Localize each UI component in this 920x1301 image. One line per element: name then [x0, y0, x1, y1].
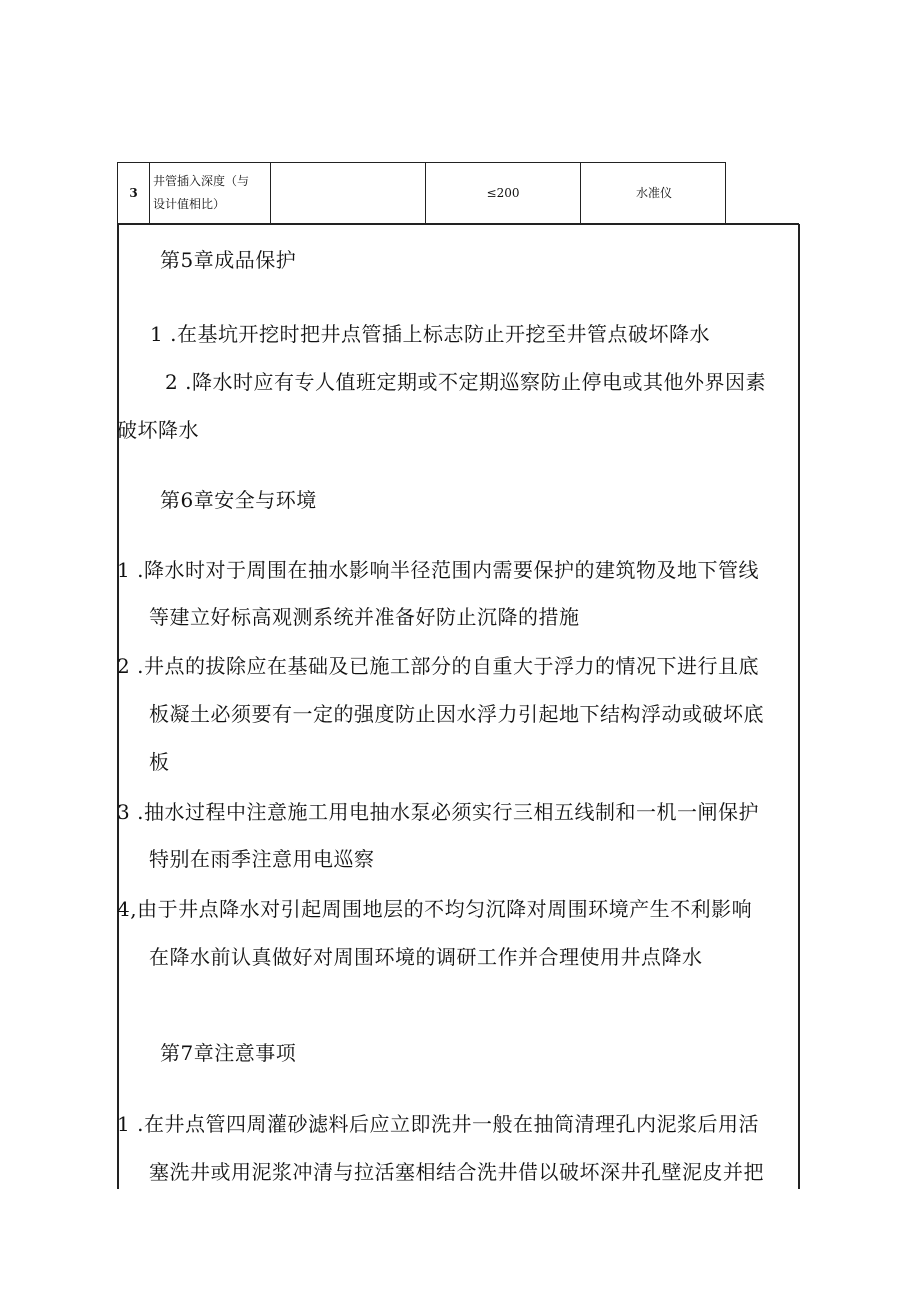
frame-right-line	[798, 224, 800, 1189]
item-name-line1: 井管插入深度（与	[153, 174, 250, 188]
tool-cell: 水准仪	[635, 185, 672, 200]
item-name-line2: 设计值相比）	[153, 197, 226, 211]
ch6-item-2-line1: 2 .井点的拔除应在基础及已施工部分的自重大于浮力的情况下进行且底	[117, 654, 759, 678]
blank-cell	[271, 163, 426, 223]
ch6-item-3-line1: 3 .抽水过程中注意施工用电抽水泵必须实行三相五线制和一机一闸保护	[117, 800, 759, 824]
chapter-7-heading: 第7章注意事项	[160, 1041, 297, 1065]
row-index-cell: 3	[118, 163, 150, 223]
item-name-cell	[150, 163, 271, 223]
ch6-item-4-line2: 在降水前认真做好对周围环境的调研工作并合理使用井点降水	[149, 945, 703, 969]
ch5-item-1: 1 .在基坑开挖时把井点管插上标志防止开挖至井管点破坏降水	[150, 322, 710, 346]
chapter-5-heading: 第5章成品保护	[160, 248, 297, 272]
ch6-item-4-line1: 4,由于井点降水对引起周围地层的不均匀沉降对周围环境产生不利影响	[117, 897, 753, 921]
frame-left-line	[117, 224, 119, 1189]
chapter-6-heading: 第6章安全与环境	[160, 488, 317, 512]
ch6-item-1-line2: 等建立好标高观测系统并准备好防止沉降的措施	[149, 605, 580, 629]
inspection-table-row	[117, 162, 726, 224]
tolerance-cell: ≤200	[426, 163, 581, 223]
ch6-item-3-line2: 特别在雨季注意用电巡察	[149, 847, 375, 871]
ch6-item-2-line3: 板	[149, 750, 170, 774]
ch7-item-1-line2: 塞洗井或用泥浆冲清与拉活塞相结合洗井借以破坏深井孔壁泥皮并把	[149, 1160, 764, 1184]
ch6-item-2-line2: 板凝土必须要有一定的强度防止因水浮力引起地下结构浮动或破坏底	[149, 702, 764, 726]
ch5-item-2-line1: 2 .降水时应有专人值班定期或不定期巡察防止停电或其他外界因素	[165, 370, 766, 394]
ch6-item-1-line1: 1 .降水时对于周围在抽水影响半径范围内需要保护的建筑物及地下管线	[117, 558, 759, 582]
frame-top-line	[117, 223, 799, 225]
ch7-item-1-line1: 1 .在井点管四周灌砂滤料后应立即洗井一般在抽筒清理孔内泥浆后用活	[117, 1112, 759, 1136]
ch5-item-2-line2: 破坏降水	[117, 418, 199, 442]
